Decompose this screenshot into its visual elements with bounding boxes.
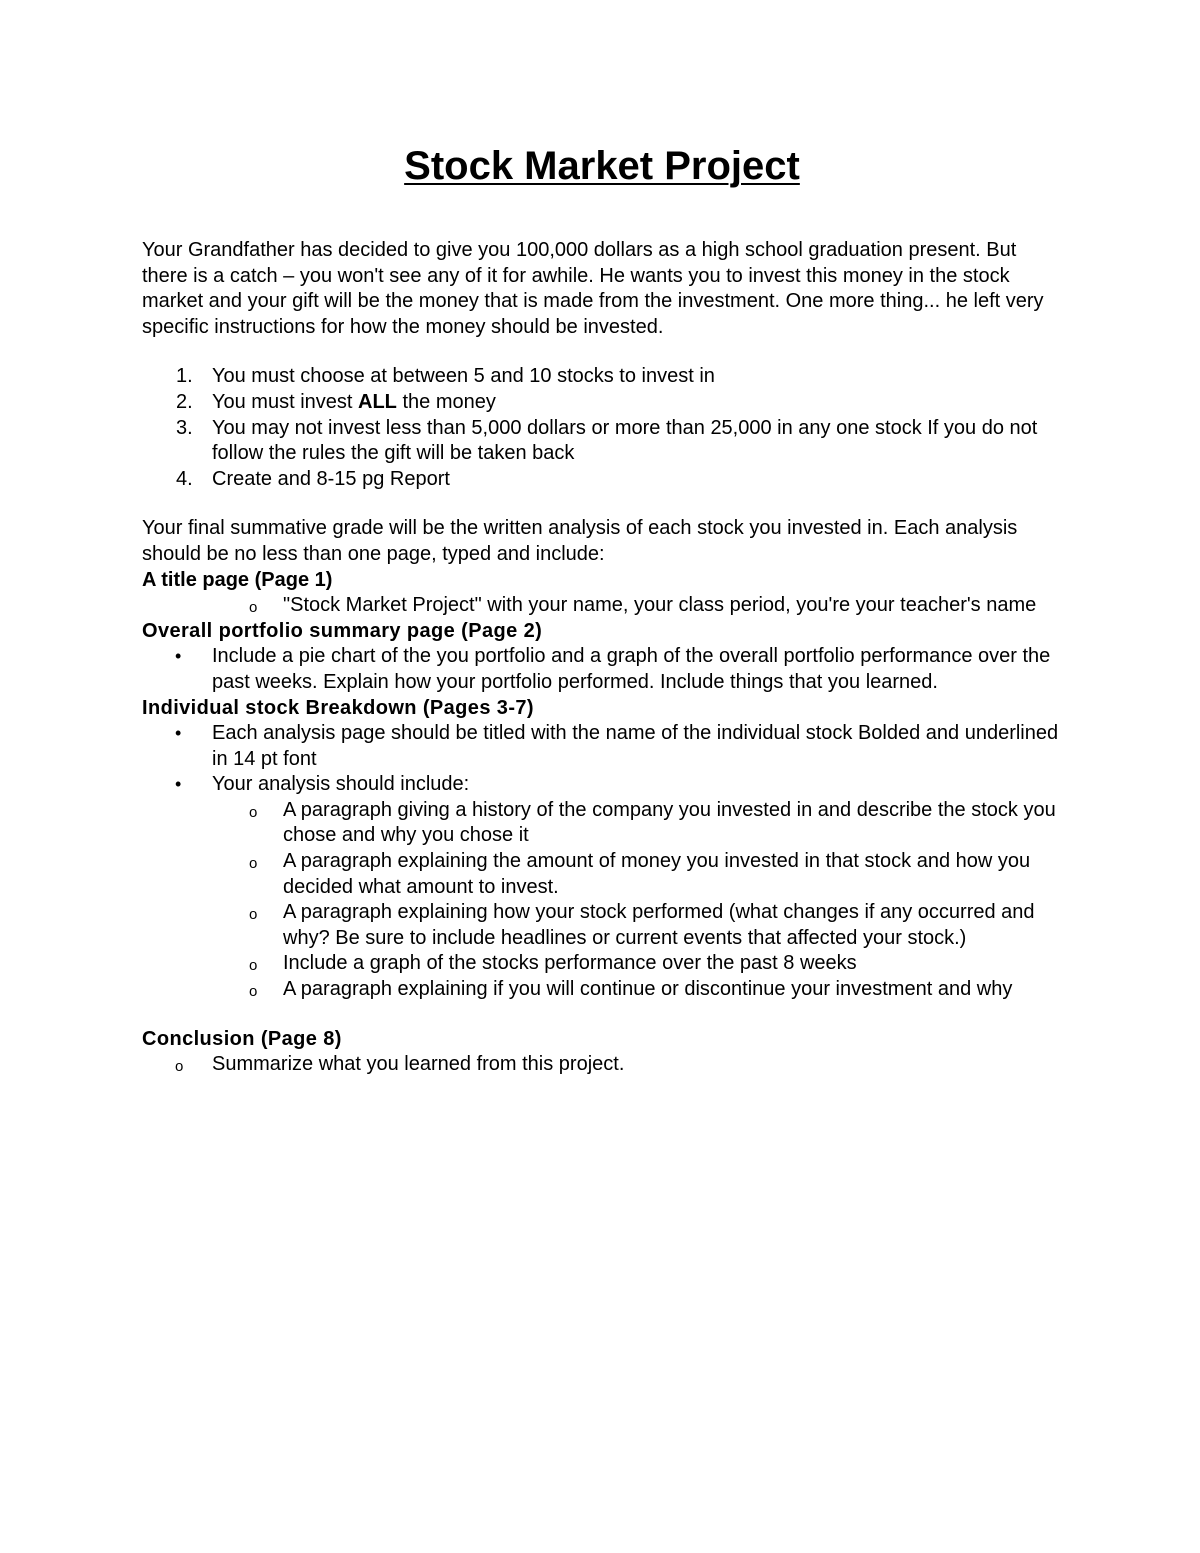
- circle-bullet-icon: o: [249, 983, 258, 1001]
- sub-list-item-text: Include a graph of the stocks performance over the past 8 weeks: [283, 952, 857, 975]
- rule-number: 3.: [176, 416, 193, 439]
- sub-list-item: [142, 900, 1062, 951]
- rule-number: 1.: [176, 365, 193, 388]
- intro-paragraph: Your Grandfather has decided to give you 100,000 dollars as a high school graduation present. But there is a catch – you won't see any of it for awhile. He wants you to invest this money in the stock market and your gift will be the money that is made from the investment. One more thing... he left very specific instructions for how the money should be invested.: [142, 239, 1044, 338]
- sub-list-item-text: A paragraph explaining how your stock performed (what changes if any occurred and why? Be sure to include headlines or current events that affected your stock.): [283, 901, 1035, 949]
- rule-number: 2.: [176, 390, 193, 413]
- rule-text-pre: You must invest: [212, 390, 359, 413]
- rules-list: [142, 364, 1062, 492]
- rule-text-bold: ALL: [358, 390, 397, 413]
- list-item: [142, 644, 1062, 695]
- rule-item: [142, 467, 1062, 493]
- rule-text-post: the money: [396, 390, 496, 413]
- circle-bullet-icon: o: [249, 855, 258, 873]
- rule-number: 4.: [176, 467, 193, 490]
- list-item-text: Include a pie chart of the you portfolio and a graph of the overall portfolio performance over the past weeks. Explain how your portfolio performed. Include things that you learned.: [212, 645, 1051, 693]
- breakdown-list: [142, 721, 1062, 798]
- document-title: Stock Market Project: [404, 144, 800, 188]
- portfolio-list: [142, 644, 1062, 695]
- list-item: [142, 721, 1062, 772]
- sub-list-item: [142, 951, 1062, 977]
- circle-bullet-icon: o: [175, 1058, 184, 1076]
- sub-list-item: [142, 977, 1062, 1003]
- circle-bullet-icon: o: [249, 803, 258, 821]
- list-item-text: Your analysis should include:: [212, 773, 470, 796]
- bullet-icon: •: [175, 646, 182, 667]
- list-item: [142, 772, 1062, 798]
- sub-list-item: [142, 798, 1062, 849]
- sub-list-item-text: A paragraph explaining if you will continue or discontinue your investment and why: [283, 978, 1013, 1001]
- sub-list-item-text: A paragraph giving a history of the company you invested in and describe the stock you chose and why you chose it: [283, 798, 1056, 847]
- bullet-icon: •: [175, 774, 182, 795]
- circle-bullet-icon: o: [249, 599, 258, 617]
- list-item: [142, 593, 1062, 619]
- section-heading-breakdown: Individual stock Breakdown (Pages 3-7): [142, 696, 534, 719]
- list-item-text: "Stock Market Project" with your name, your class period, you're your teacher's name: [283, 594, 1037, 617]
- list-item: [142, 1052, 1062, 1078]
- summary-paragraph: Your final summative grade will be the written analysis of each stock you invested in. Each analysis should be no less than one page, typed and include:: [142, 517, 1018, 565]
- document-page: [142, 138, 1062, 1078]
- rule-item: [142, 390, 1062, 416]
- rule-item: [142, 364, 1062, 390]
- list-item-text: Summarize what you learned from this project.: [212, 1053, 625, 1076]
- circle-bullet-icon: o: [249, 906, 258, 924]
- bullet-icon: •: [175, 723, 182, 744]
- rule-item: [142, 416, 1062, 467]
- section-heading-portfolio: Overall portfolio summary page (Page 2): [142, 619, 543, 642]
- circle-bullet-icon: o: [249, 957, 258, 975]
- section-heading-conclusion: Conclusion (Page 8): [142, 1027, 342, 1050]
- rule-text: You may not invest less than 5,000 dollars or more than 25,000 in any one stock If you do not follow the rules the gift will be taken back: [212, 416, 1038, 465]
- section-heading-title-page: A title page (Page 1): [142, 568, 333, 591]
- rule-text: Create and 8-15 pg Report: [212, 467, 450, 490]
- rule-text: You must choose at between 5 and 10 stocks to invest in: [212, 365, 715, 388]
- spacer: [142, 1003, 1062, 1027]
- sub-list-item: [142, 849, 1062, 900]
- sub-list-item-text: A paragraph explaining the amount of money you invested in that stock and how you decided what amount to invest.: [283, 850, 1031, 898]
- list-item-text: Each analysis page should be titled with the name of the individual stock Bolded and underlined in 14 pt font: [212, 722, 1059, 770]
